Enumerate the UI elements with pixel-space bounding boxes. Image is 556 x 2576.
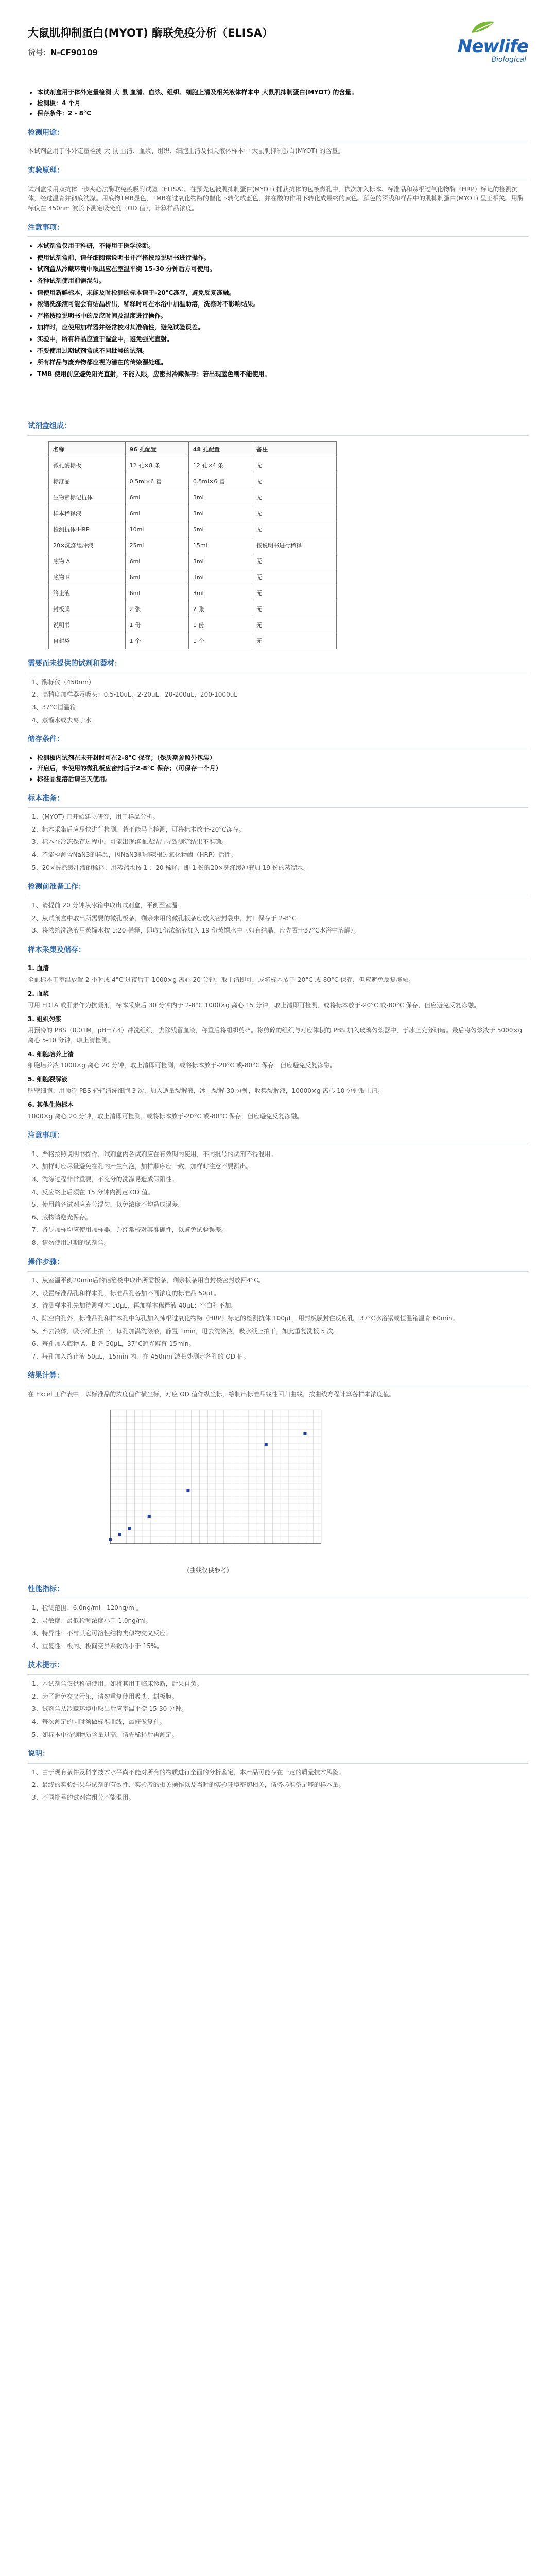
table-cell: 底物 B xyxy=(49,569,126,585)
data-point xyxy=(118,1533,121,1536)
logo-wordmark: Newlife xyxy=(457,36,528,57)
notes-list xyxy=(28,241,528,379)
list-item: • 加样时，应使用加样器并经常校对其准确性，避免试验误差。 xyxy=(37,323,528,332)
table-cell: 无 xyxy=(252,553,337,569)
list-item: 3、标本在冷冻保存过程中，可能出现溶血或结晶导致测定结果不准确。 xyxy=(32,838,228,846)
list-item: 1、检测范围：6.0ng/ml—120ng/ml。 xyxy=(32,1604,143,1612)
list-item: 7、各步加样均应使用加样器，并经常校对其准确性，以避免试验误差。 xyxy=(32,1226,228,1234)
subsection-text: 可用 EDTA 或肝素作为抗凝剂，标本采集后 30 分钟内于 2-8°C 1000×g 离心 15 分钟，取上清即可检测，或将标本放于-20°C 或-80°C 保存，但应避免反复冻融。 xyxy=(28,1002,480,1009)
table-cell: 无 xyxy=(252,489,337,505)
subsection-heading: 6. 其他生物标本 xyxy=(28,1100,74,1108)
section-title-components: 试剂盒组成： xyxy=(28,422,71,431)
divider xyxy=(28,1271,528,1272)
list-item: • 不要使用过期试剂盒或不同批号的试剂。 xyxy=(37,346,528,356)
table-cell: 6ml xyxy=(125,585,188,601)
section-title-storage: 储存条件： xyxy=(28,735,64,744)
table-cell: 1 份 xyxy=(125,617,188,633)
list-item: 1、严格按照说明书操作，试剂盒内各试剂应在有效期内使用，不同批号的试剂不得混用。 xyxy=(32,1150,277,1158)
table-cell: 2 张 xyxy=(125,601,188,617)
table-cell: 3ml xyxy=(188,489,252,505)
table-cell: 标准品 xyxy=(49,473,126,489)
list-item: 5、20×洗涤缓冲液的稀释：用蒸馏水按 1 ：20 稀释，即 1 份的20×洗涤缓冲液加 19 份的蒸馏水。 xyxy=(32,863,309,871)
table-cell: 检测抗体-HRP xyxy=(49,521,126,537)
components-body xyxy=(49,457,337,649)
subsection-heading: 1. 血清 xyxy=(28,964,49,972)
data-point xyxy=(186,1489,189,1492)
top-bullets xyxy=(28,88,528,118)
page-title: 大鼠肌抑制蛋白(MYOT) 酶联免疫分析（ELISA） xyxy=(28,27,273,39)
storage-list xyxy=(28,753,528,784)
list-item: 3、待测样本孔先加待测样本 10μL，再加样本稀释液 40μL；空白孔不加。 xyxy=(32,1302,237,1310)
header xyxy=(28,25,528,87)
table-cell: 12 孔×4 条 xyxy=(188,457,252,473)
divider xyxy=(28,236,528,237)
list-item: 2、加样时应尽量避免在孔内产生气泡，加样顺序应一致，加样时注意不要溅出。 xyxy=(32,1163,252,1171)
subsection-heading: 2. 血浆 xyxy=(28,990,49,997)
table-header: 48 孔配置 xyxy=(188,442,252,457)
list-item: 1、本试剂盒仅供科研使用，如将其用于临床诊断，后果自负。 xyxy=(32,1680,203,1688)
table-cell: 3ml xyxy=(188,505,252,521)
section-title-tech: 技术提示： xyxy=(28,1661,64,1670)
table-cell: 1 个 xyxy=(125,633,188,649)
subsection-text: 贴壁细胞：用预冷 PBS 轻轻清洗细胞 3 次，加入适量裂解液，冰上裂解 30 分钟，收集裂解液，10000×g 离心 10 分钟取上清。 xyxy=(28,1087,384,1095)
table-cell: 无 xyxy=(252,505,337,521)
list-item: • 所有样品与废弃物都应视为潜在的传染源处理。 xyxy=(37,358,528,367)
subsection-text: 全血标本于室温放置 2 小时或 4°C 过夜后于 1000×g 离心 20 分钟，取上清即可，或将标本放于-20°C 或-80°C 保存，但应避免反复冻融。 xyxy=(28,976,415,984)
list-item: 2、标本采集后应尽快进行检测，若不能马上检测，可将标本放于-20°C冻存。 xyxy=(32,825,245,833)
table-row xyxy=(49,633,337,649)
table-cell: 说明书 xyxy=(49,617,126,633)
components-table xyxy=(48,441,337,649)
section-title-statement: 说明： xyxy=(28,1750,49,1758)
divider xyxy=(28,807,528,808)
table-cell: 底物 A xyxy=(49,553,126,569)
table-cell: 自封袋 xyxy=(49,633,126,649)
table-cell: 5ml xyxy=(188,521,252,537)
list-item: 2、最终的实验结果与试剂的有效性、实验者的相关操作以及当时的实验环境密切相关，请务必准备足够的样本量。 xyxy=(32,1781,345,1789)
table-cell: 20×洗涤缓冲液 xyxy=(49,537,126,553)
list-item: 2、灵敏度：最低检测浓度小于 1.0ng/ml。 xyxy=(32,1617,152,1624)
table-cell: 封板膜 xyxy=(49,601,126,617)
list-item: • 检测板：4 个月 xyxy=(37,98,528,108)
table-header: 备注 xyxy=(252,442,337,457)
table-cell: 3ml xyxy=(188,569,252,585)
list-item: 2、高精度加样器及吸头：0.5-10uL、2-20uL、20-200uL、200-1000uL xyxy=(32,691,237,699)
section-title-principle: 实验原理： xyxy=(28,166,64,175)
section-title-materials: 需要而未提供的试剂和器材： xyxy=(28,659,121,668)
list-item: 3、特异性：不与其它可溶性结构类似物交叉反应。 xyxy=(32,1630,172,1637)
logo-subtitle: Biological xyxy=(491,56,526,64)
list-item: • 本试剂盒用于体外定量检测 大 鼠 血清、血浆、组织、细胞上清及相关液体样本中 大鼠肌抑制蛋白(MYOT) 的含量。 xyxy=(37,88,528,97)
section-title-calculation: 结果计算： xyxy=(28,1371,64,1380)
materials-list xyxy=(28,677,528,725)
list-item: • 开启后，未使用的微孔板应密封后于2-8°C 保存；（可保存一个月） xyxy=(37,764,528,773)
list-item: 4、反应终止后须在 15 分钟内测定 OD 值。 xyxy=(32,1188,154,1196)
list-item: • 浓缩洗涤液可能会有结晶析出，稀释时可在水浴中加温助溶，洗涤时不影响结果。 xyxy=(37,299,528,309)
list-item: • 本试剂盒仅用于科研，不得用于医学诊断。 xyxy=(37,241,528,251)
subsection-heading: 3. 组织匀浆 xyxy=(28,1015,62,1023)
list-item: 1、从室温平衡20min后的铝箔袋中取出所需板条，剩余板条用自封袋密封放回4°C。 xyxy=(32,1277,265,1284)
list-item: 2、从试剂盒中取出所需要的微孔板条，剩余未用的微孔板条应放入密封袋中，封口保存于 2-8°C。 xyxy=(32,914,303,922)
table-row xyxy=(49,489,337,505)
list-item: 4、重复性：板内、板间变异系数均小于 15%。 xyxy=(32,1642,163,1650)
list-item: 4、蒸馏水或去离子水 xyxy=(32,716,92,724)
tech-list xyxy=(28,1679,528,1739)
list-item: • 保存条件：2 - 8°C xyxy=(37,109,528,118)
table-cell: 按说明书进行稀释 xyxy=(252,537,337,553)
table-row xyxy=(49,553,337,569)
table-cell: 3ml xyxy=(188,553,252,569)
section-title-sample-notes: 注意事项： xyxy=(28,1131,64,1140)
list-item: • TMB 使用前应避免阳光直射，不能入眼，应密封冷藏保存；若出现蓝色则不能使用。 xyxy=(37,369,528,379)
sample-collection-blocks xyxy=(28,963,528,1121)
procedure-list xyxy=(28,1276,528,1361)
reagent-prep-list xyxy=(28,901,528,936)
table-cell: 25ml xyxy=(125,537,188,553)
table-row xyxy=(49,617,337,633)
table-cell: 0.5ml×6 管 xyxy=(125,473,188,489)
section-title-performance: 性能指标： xyxy=(28,1585,64,1594)
purpose-text: 本试剂盒用于体外定量检测 大 鼠 血清、血浆、组织、细胞上清及相关液体样本中 大鼠肌抑制蛋白(MYOT) 的含量。 xyxy=(28,147,344,155)
list-item: 6、每孔加入底物 A、B 各 50μL，37°C避光孵育 15min。 xyxy=(32,1340,195,1348)
list-item: 3、不同批号的试剂盒组分不能混用。 xyxy=(32,1793,135,1801)
list-item: • 请使用新鲜标本，未能及时检测的标本请于-20°C冻存，避免反复冻融。 xyxy=(37,288,528,298)
calculation-text: 在 Excel 工作表中，以标准品的浓度值作横坐标，对应 OD 值作纵坐标，绘制出标准品线性回归曲线，按曲线方程计算各样本浓度值。 xyxy=(28,1391,395,1398)
section-title-sample-prep: 标本准备： xyxy=(28,794,64,803)
table-header-row xyxy=(49,442,337,457)
subsection-text: 用预冷的 PBS（0.01M，pH=7.4）冲洗组织，去除残留血液，称重后将组织剪碎。将剪碎的组织与对应体积的 PBS 加入玻璃匀浆器中，于冰上充分研磨。最后将匀浆液于 5000×g 离心 5-10 分钟，取上清检测。 xyxy=(28,1027,523,1044)
table-row xyxy=(49,521,337,537)
list-item: 2、设置标准品孔和样本孔，标准品孔各加不同浓度的标准品 50μL。 xyxy=(32,1289,220,1297)
subsection-text: 1000×g 离心 20 分钟，取上清即可检测，或将标本放于-20°C 或-80°C 保存，但应避免反复冻融。 xyxy=(28,1112,303,1120)
list-item: 1、由于现有条件及科学技术水平尚不能对所有的物质进行全面的分析鉴定，本产品可能存在一定的质量技术风险。 xyxy=(32,1768,345,1776)
data-point xyxy=(265,1443,268,1446)
table-cell: 6ml xyxy=(125,489,188,505)
table-cell: 生物素标记抗体 xyxy=(49,489,126,505)
list-item: 1、(MYOT) 已开始建立研究，用于样品分析。 xyxy=(32,813,159,821)
list-item: • 试剂盒从冷藏环境中取出应在室温平衡 15-30 分钟后方可使用。 xyxy=(37,264,528,274)
table-row xyxy=(49,537,337,553)
statement-list xyxy=(28,1768,528,1803)
list-item: 3、洗涤过程非常重要，不充分的洗涤易造成假阳性。 xyxy=(32,1175,178,1183)
data-point xyxy=(303,1432,306,1435)
section-title-procedure: 操作步骤： xyxy=(28,1258,64,1266)
data-point xyxy=(109,1538,112,1541)
table-cell: 2 张 xyxy=(188,601,252,617)
table-row xyxy=(49,505,337,521)
list-item: • 各种试剂使用前需混匀。 xyxy=(37,276,528,286)
subsection-text: 细胞培养液 1000×g 离心 20 分钟，取上清即可检测，或将标本放于-20°C 或-80°C 保存，但应避免反复冻融。 xyxy=(28,1062,336,1070)
table-cell: 无 xyxy=(252,601,337,617)
table-header: 名称 xyxy=(49,442,126,457)
list-item: 8、请勿使用过期的试剂盒。 xyxy=(32,1239,110,1246)
list-item: 3、将浓缩洗涤液用蒸馏水按 1:20 稀释，即取1份浓缩液加入 19 份蒸馏水中（如有结晶，应先置于37°C水浴中溶解）。 xyxy=(32,927,360,935)
table-cell: 6ml xyxy=(125,505,188,521)
table-cell: 样本稀释液 xyxy=(49,505,126,521)
table-cell: 1 个 xyxy=(188,633,252,649)
table-cell: 无 xyxy=(252,617,337,633)
list-item: • 使用试剂盒前，请仔细阅读说明书并严格按照说明书进行操作。 xyxy=(37,253,528,263)
spacer xyxy=(28,381,528,412)
sample-prep-list xyxy=(28,812,528,872)
table-cell: 微孔酶标板 xyxy=(49,457,126,473)
divider xyxy=(28,1674,528,1675)
table-cell: 无 xyxy=(252,457,337,473)
catalog-label: 货号: xyxy=(28,47,46,57)
standard-curve-chart xyxy=(90,1404,326,1575)
table-cell: 15ml xyxy=(188,537,252,553)
list-item: • 严格按照说明书中的反应时间及温度进行操作。 xyxy=(37,311,528,321)
list-item: 2、为了避免交叉污染，请勿重复使用吸头、封板膜。 xyxy=(32,1692,178,1700)
table-cell: 12 孔×8 条 xyxy=(125,457,188,473)
brand-logo xyxy=(441,20,528,64)
catalog-value: N-CF90109 xyxy=(50,47,98,57)
list-item: 3、试剂盒从冷藏环境中取出后应室温平衡 15-30 分钟。 xyxy=(32,1705,188,1713)
table-cell: 10ml xyxy=(125,521,188,537)
sample-notes-list xyxy=(28,1149,528,1248)
section-title-reagent-prep: 检测前准备工作： xyxy=(28,883,85,891)
table-row xyxy=(49,457,337,473)
list-item: 4、每次测定的同时须做标准曲线，最好做复孔。 xyxy=(32,1718,166,1725)
table-cell: 终止液 xyxy=(49,585,126,601)
table-cell: 1 份 xyxy=(188,617,252,633)
list-item: 1、请提前 20 分钟从冰箱中取出试剂盒，平衡至室温。 xyxy=(32,901,184,909)
table-cell: 无 xyxy=(252,521,337,537)
data-point xyxy=(148,1515,151,1518)
table-row xyxy=(49,585,337,601)
list-item: 6、底物请避光保存。 xyxy=(32,1213,92,1221)
table-cell: 6ml xyxy=(125,553,188,569)
table-header: 96 孔配置 xyxy=(125,442,188,457)
table-row xyxy=(49,601,337,617)
divider xyxy=(28,435,528,436)
list-item: 5、如标本中待测物质含量过高，请先稀释后再测定。 xyxy=(32,1731,178,1738)
list-item: • 实验中，所有样品应置于湿盒中，避免强光直射。 xyxy=(37,334,528,344)
section-title-notes: 注意事项： xyxy=(28,223,64,232)
section-title-purpose: 检测用途： xyxy=(28,128,64,137)
list-item: • 标准品复溶后请当天使用。 xyxy=(37,774,528,784)
table-cell: 3ml xyxy=(188,585,252,601)
list-item: 4、除空白孔外，标准品孔和样本孔中每孔加入辣根过氧化物酶（HRP）标记的检测抗体 100μL，用封板膜封住反应孔，37°C水浴锅或恒温箱温育 60min。 xyxy=(32,1315,459,1322)
list-item: 4、不能检测含NaN3的样品，因NaN3抑制辣根过氧化物酶（HRP）活性。 xyxy=(32,851,237,859)
subsection-heading: 4. 细胞培养上清 xyxy=(28,1050,74,1058)
list-item: 3、37°C恒温箱 xyxy=(32,703,76,711)
list-item: 1、酶标仪（450nm） xyxy=(32,678,95,686)
table-cell: 无 xyxy=(252,569,337,585)
table-cell: 无 xyxy=(252,585,337,601)
standard-curve-svg xyxy=(90,1404,326,1559)
data-point xyxy=(128,1527,131,1530)
subsection-heading: 5. 细胞裂解液 xyxy=(28,1075,68,1083)
list-item: 7、每孔加入终止液 50μL，15min 内，在 450nm 波长处测定各孔的 OD 值。 xyxy=(32,1352,250,1360)
table-cell: 0.5ml×6 管 xyxy=(188,473,252,489)
divider xyxy=(28,1763,528,1764)
section-title-sample-collection: 样本采集及储存： xyxy=(28,945,85,954)
principle-text: 试剂盒采用双抗体一步夹心法酶联免疫吸附试验（ELISA）。往预先包被肌抑制蛋白(MYOT) 捕获抗体的包被微孔中，依次加入标本、标准品和辣根过氧化物酶（HRP）标记的检测抗体，经过温育并彻底洗涤。用底物TMB显色，TMB在过氧化物酶的催化下转化成蓝色，并在酸的作用下转化成最终的黄色。颜色的深浅和样品中的肌抑制蛋白(MYOT) 呈正相关。用酶标仪在 450nm 波长下测定吸光度（OD 值），计算样品浓度。 xyxy=(28,185,524,212)
table-row xyxy=(49,569,337,585)
list-item: 5、使用前各试剂应充分混匀，以免浓度不均造成误差。 xyxy=(32,1201,184,1209)
table-cell: 6ml xyxy=(125,569,188,585)
table-cell: 无 xyxy=(252,473,337,489)
list-item: 5、弃去液体，吸水纸上拍干，每孔加满洗涤液，静置 1min，甩去洗涤液，吸水纸上拍干，如此重复洗板 5 次。 xyxy=(32,1327,339,1335)
table-row xyxy=(49,473,337,489)
table-cell: 无 xyxy=(252,633,337,649)
chart-caption: (曲线仅供参考) xyxy=(187,1566,229,1574)
performance-list xyxy=(28,1603,528,1651)
list-item: • 检测板内试剂在未开封时可在2-8°C 保存；（保质期参照外包装） xyxy=(37,753,528,763)
